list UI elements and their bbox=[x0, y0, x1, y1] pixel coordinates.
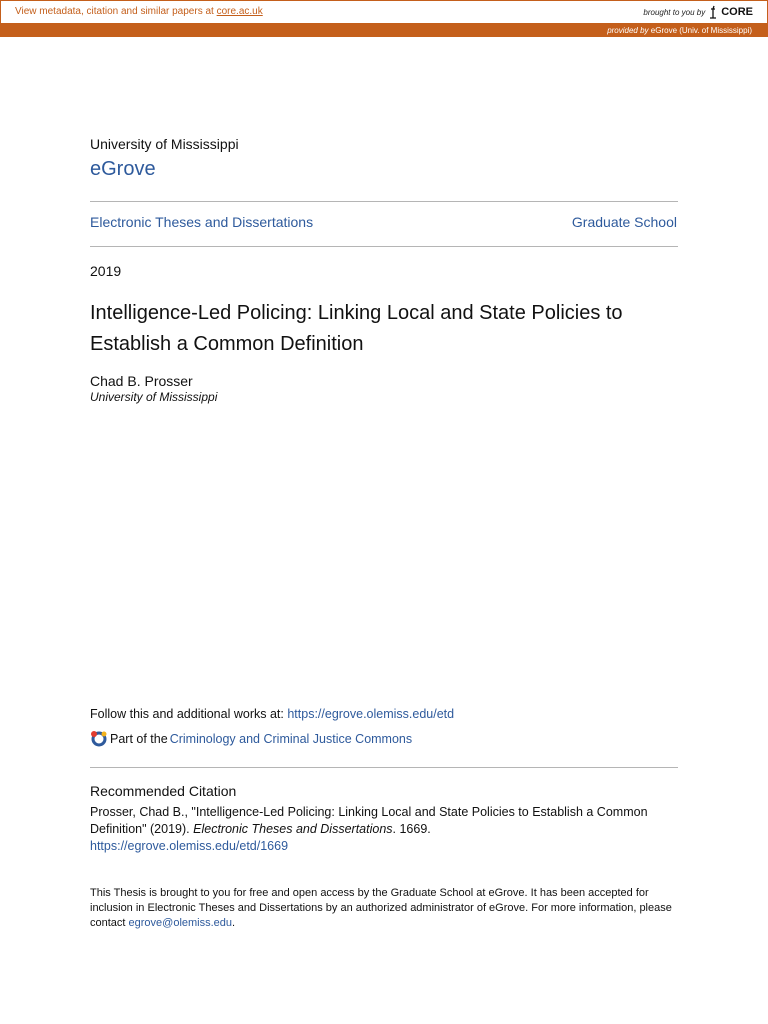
follow-link[interactable]: https://egrove.olemiss.edu/etd bbox=[287, 707, 455, 721]
notice-end: . bbox=[232, 917, 236, 929]
citation-text: Prosser, Chad B., "Intelligence-Led Policing: Linking Local and State Policies to Establish a Common Definition" (2019). bbox=[90, 805, 648, 836]
document-title: Intelligence-Led Policing: Linking Local and State Policies to Establish a Common Definition bbox=[90, 302, 623, 355]
author-affiliation: University of Mississippi bbox=[90, 390, 218, 404]
divider bbox=[90, 246, 678, 247]
core-logo: CORE bbox=[721, 6, 753, 18]
core-metadata-prefix: View metadata, citation and similar papers at bbox=[15, 6, 214, 17]
repository-link[interactable]: eGrove bbox=[90, 158, 156, 180]
citation-number: . 1669. bbox=[392, 822, 431, 836]
citation-series: Electronic Theses and Dissertations bbox=[193, 822, 393, 836]
divider bbox=[90, 767, 678, 768]
collection-link[interactable]: Electronic Theses and Dissertations bbox=[90, 214, 314, 230]
core-provider-bar bbox=[0, 24, 768, 37]
divider bbox=[90, 201, 678, 202]
provided-source[interactable]: eGrove (Univ. of Mississippi) bbox=[650, 26, 752, 35]
follow-line bbox=[90, 707, 454, 721]
publication-year: 2019 bbox=[90, 263, 122, 279]
institution-name: University of Mississippi bbox=[90, 136, 239, 152]
access-notice bbox=[90, 886, 680, 931]
follow-label: Follow this and additional works at: bbox=[90, 707, 284, 721]
provider-text bbox=[607, 26, 752, 35]
brought-text: brought to you by bbox=[643, 7, 706, 17]
provided-prefix: provided by bbox=[607, 26, 649, 35]
citation-block bbox=[90, 804, 680, 855]
network-icon bbox=[90, 730, 108, 748]
core-metadata-text bbox=[15, 6, 263, 17]
commons-link[interactable]: Criminology and Criminal Justice Commons bbox=[169, 732, 413, 746]
core-link[interactable]: core.ac.uk bbox=[216, 6, 263, 17]
part-of-line bbox=[90, 730, 412, 748]
citation-link[interactable]: https://egrove.olemiss.edu/etd/1669 bbox=[90, 839, 289, 853]
contact-email-link[interactable]: egrove@olemiss.edu bbox=[128, 917, 233, 929]
notice-text: This Thesis is brought to you for free and open access by the Graduate School at eGrove. It has been accepted for inclusion in Electronic Theses and Dissertations by an authorized administrator of eGrove. For more information, please contact bbox=[90, 887, 672, 929]
core-banner bbox=[0, 0, 768, 24]
part-of-label: Part of the bbox=[110, 732, 168, 746]
core-brought-by[interactable] bbox=[643, 5, 753, 19]
school-link[interactable]: Graduate School bbox=[571, 214, 677, 230]
core-logo-icon bbox=[708, 5, 718, 19]
citation-heading: Recommended Citation bbox=[90, 783, 237, 799]
author-name: Chad B. Prosser bbox=[90, 373, 193, 389]
